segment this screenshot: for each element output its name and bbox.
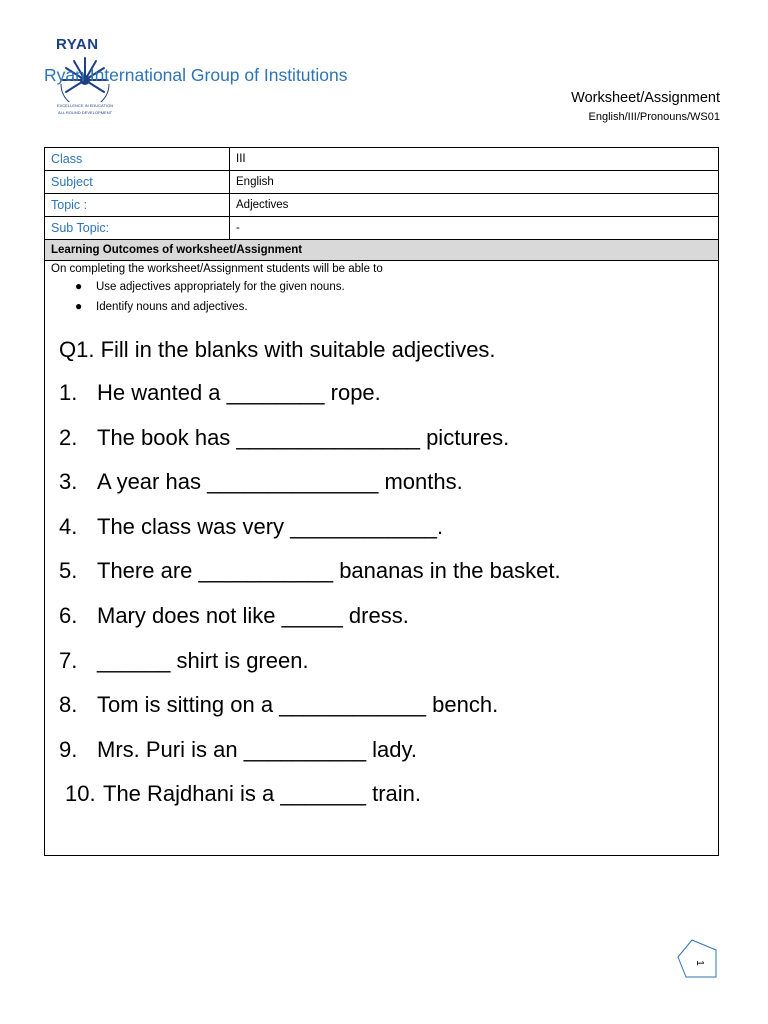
question-number: 3. [59, 469, 78, 495]
question-text: ______ shirt is green. [97, 647, 309, 673]
question-number: 4. [59, 513, 78, 539]
info-row-class [45, 148, 718, 171]
learning-outcomes-intro: On completing the worksheet/Assignment students will be able to [51, 263, 383, 275]
list-item [45, 558, 718, 603]
question-list [45, 380, 718, 826]
worksheet-frame [44, 147, 719, 856]
page-number-tag-icon [676, 937, 718, 981]
info-row-topic [45, 194, 718, 217]
list-item [45, 692, 718, 737]
bullet-icon: ● [75, 299, 83, 313]
info-label: Topic : [51, 198, 88, 212]
outcome-text: Identify nouns and adjectives. [96, 301, 248, 313]
question-number: 10. [65, 781, 96, 807]
list-item [45, 380, 718, 425]
logo-motto-1: EXCELLENCE IN EDUCATION [57, 103, 113, 108]
learning-outcomes-header [45, 240, 718, 261]
question-number: 5. [59, 558, 78, 584]
list-item [45, 737, 718, 782]
list-item [45, 648, 718, 693]
question-number: 8. [59, 692, 78, 718]
logo-motto-2: ALL ROUND DEVELOPMENT [57, 110, 113, 115]
info-label: Class [51, 152, 83, 166]
logo-brand: RYAN [56, 36, 99, 53]
question-number: 1. [59, 380, 78, 405]
question-number: 9. [59, 736, 78, 762]
info-label: Sub Topic: [51, 221, 110, 235]
info-value: III [236, 153, 246, 165]
outcome-text: Use adjectives appropriately for the given nouns. [96, 281, 345, 293]
question-text: The book has _______________ pictures. [97, 424, 510, 450]
info-label: Subject [51, 175, 93, 189]
bullet-icon: ● [75, 279, 83, 293]
question-text: There are ___________ bananas in the basket. [97, 558, 561, 584]
question-number: 7. [59, 647, 78, 673]
learning-outcomes-title: Learning Outcomes of worksheet/Assignment [51, 244, 303, 256]
list-item [45, 514, 718, 559]
question-text: The class was very ____________. [97, 513, 444, 539]
list-item [45, 469, 718, 514]
info-row-subject [45, 171, 718, 194]
list-item [45, 781, 718, 826]
question-text: A year has ______________ months. [97, 469, 463, 495]
question-text: Mary does not like _____ dress. [97, 602, 409, 628]
group-name: Ryan International Group of Institutions [44, 65, 348, 85]
question-text: He wanted a ________ rope. [97, 380, 381, 405]
worksheet-title: Worksheet/Assignment [571, 90, 720, 106]
question-text: The Rajdhani is a _______ train. [103, 781, 421, 807]
question-text: Mrs. Puri is an __________ lady. [97, 736, 417, 762]
worksheet-code: English/III/Pronouns/WS01 [588, 111, 720, 123]
list-item [45, 425, 718, 470]
question-text: Tom is sitting on a ____________ bench. [97, 692, 499, 718]
question-title: Q1. Fill in the blanks with suitable adjectives. [59, 337, 496, 362]
info-value: Adjectives [236, 199, 289, 211]
info-value: - [236, 222, 240, 234]
info-value: English [236, 176, 274, 188]
page-number: 1 [694, 960, 705, 966]
list-item [45, 603, 718, 648]
info-row-sub-topic [45, 217, 718, 240]
question-number: 2. [59, 424, 78, 450]
question-number: 6. [59, 602, 78, 628]
